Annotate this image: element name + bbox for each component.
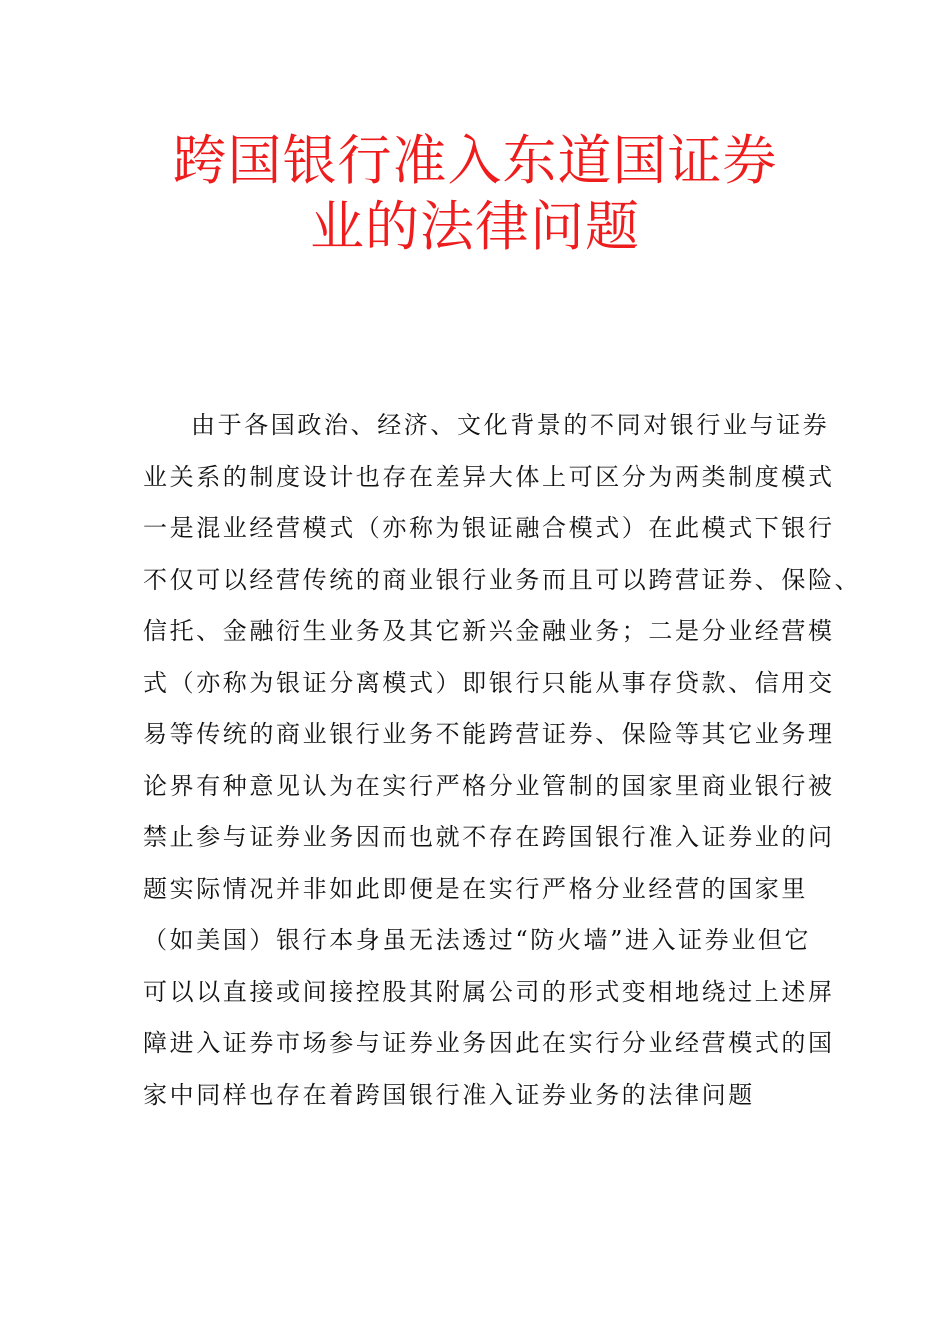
body-line-10: 题实际情况并非如此即便是在实行严格分业经营的国家里 bbox=[143, 874, 808, 903]
body-line-4: 不仅可以经营传统的商业银行业务而且可以跨营证券、保险、 bbox=[143, 565, 862, 594]
body-line-11: （如美国）银行本身虽无法透过“防火墙”进入证券业但它 bbox=[143, 926, 812, 954]
body-line-9: 禁止参与证券业务因而也就不存在跨国银行准入证券业的问 bbox=[143, 823, 835, 851]
body-line-5: 信托、金融衍生业务及其它新兴金融业务；二是分业经营模 bbox=[143, 617, 835, 645]
body-line-13: 障进入证券市场参与证券业务因此在实行分业经营模式的国 bbox=[143, 1029, 835, 1057]
body-line-2: 业关系的制度设计也存在差异大体上可区分为两类制度模式 bbox=[143, 462, 835, 491]
title-line-1: 跨国银行准入东道国证券 bbox=[172, 129, 778, 192]
body-line-14: 家中同样也存在着跨国银行准入证券业务的法律问题 bbox=[143, 1080, 755, 1109]
document-title bbox=[0, 128, 950, 260]
body-line-6: 式（亦称为银证分离模式）即银行只能从事存贷款、信用交 bbox=[143, 668, 835, 697]
body-paragraph bbox=[143, 400, 862, 1121]
body-line-3: 一是混业经营模式（亦称为银证融合模式）在此模式下银行 bbox=[143, 514, 835, 542]
body-line-7: 易等传统的商业银行业务不能跨营证券、保险等其它业务理 bbox=[143, 720, 835, 748]
body-line-1: 由于各国政治、经济、文化背景的不同对银行业与证券 bbox=[191, 411, 830, 439]
body-line-12: 可以以直接或间接控股其附属公司的形式变相地绕过上述屏 bbox=[143, 977, 835, 1006]
title-line-2: 业的法律问题 bbox=[310, 195, 640, 258]
body-line-8: 论界有种意见认为在实行严格分业管制的国家里商业银行被 bbox=[143, 771, 835, 800]
